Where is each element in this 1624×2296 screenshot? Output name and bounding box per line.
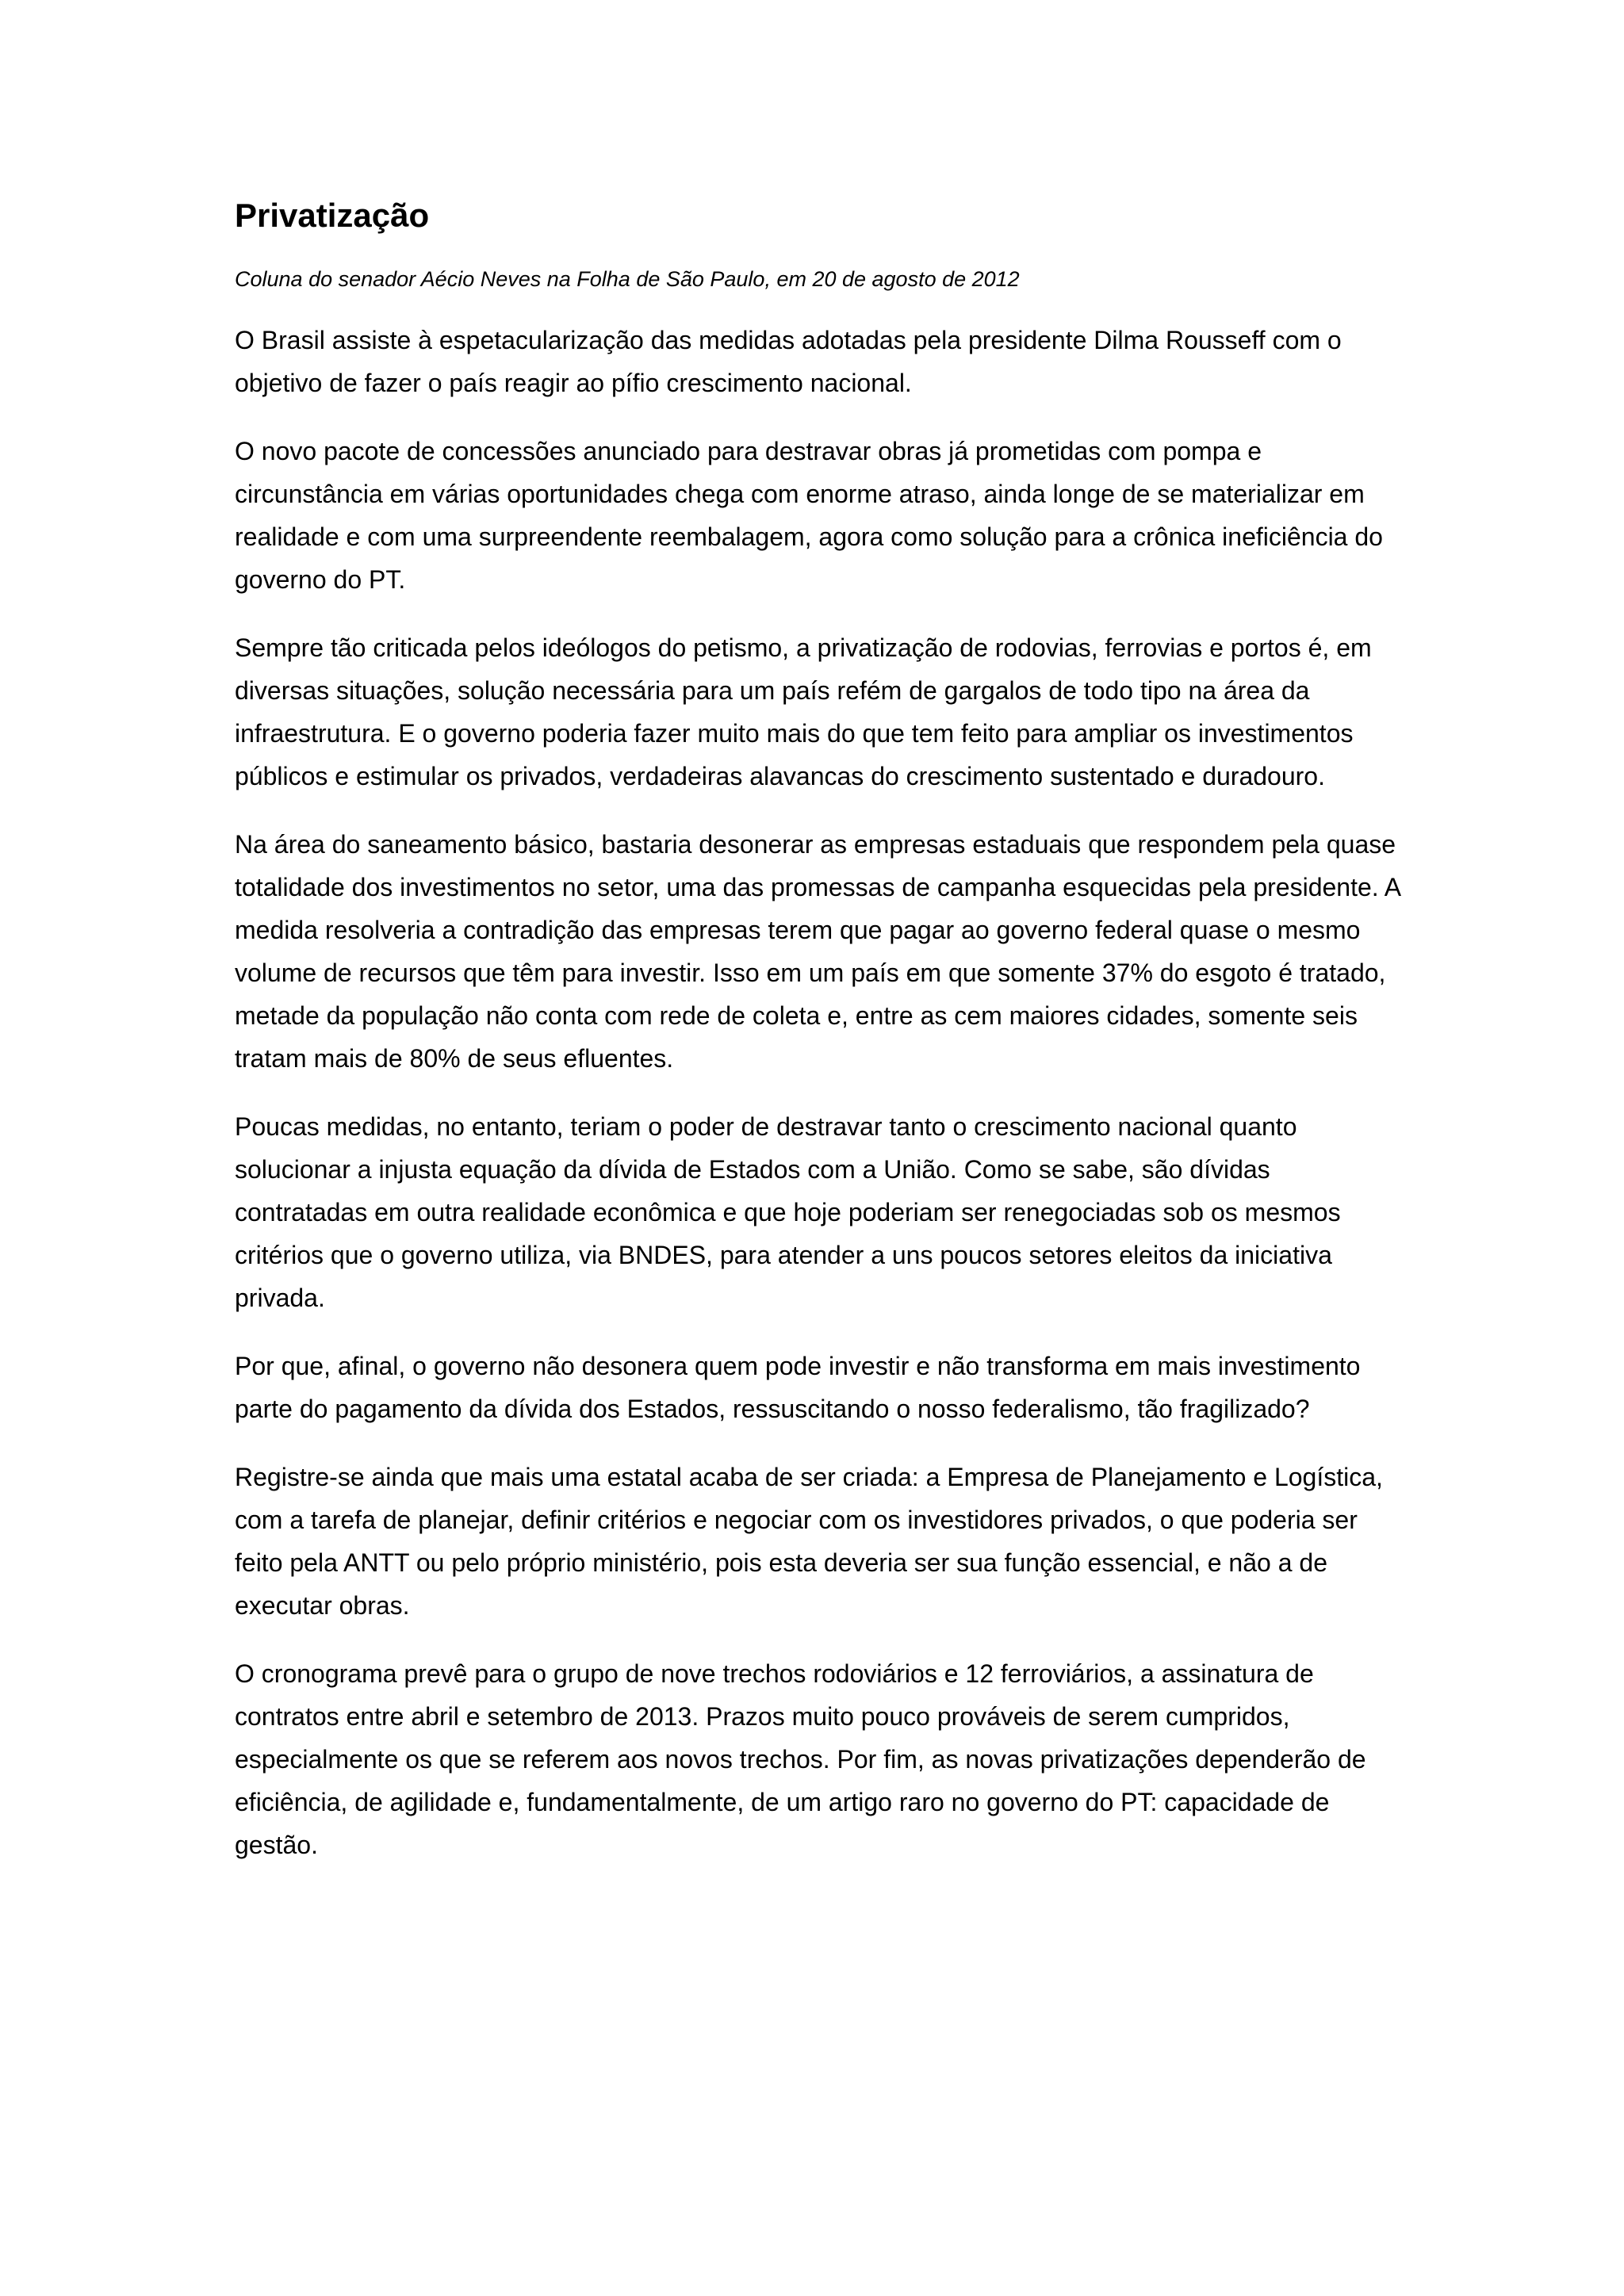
paragraph-4: Na área do saneamento básico, bastaria desonerar as empresas estaduais que respondem pela quase totalidade dos investimentos no setor, uma das promessas de campanha esquecidas pela presidente. A medida resolveria a contradição das empresas terem que pagar ao governo federal quase o mesmo volume de recursos que têm para investir. Isso em um país em que somente 37% do esgoto é tratado, metade da população não conta com rede de coleta e, entre as cem maiores cidades, somente seis tratam mais de 80% de seus efluentes. bbox=[235, 830, 1400, 1073]
paragraph-6: Por que, afinal, o governo não desonera quem pode investir e não transforma em mais investimento parte do pagamento da dívida dos Estados, ressuscitando o nosso federalismo, tão fragilizado? bbox=[235, 1352, 1361, 1423]
paragraph-8: O cronograma prevê para o grupo de nove trechos rodoviários e 12 ferroviários, a assinatura de contratos entre abril e setembro de 2013. Prazos muito pouco prováveis de serem cumpridos, especialmente os que se referem aos novos trechos. Por fim, as novas privatizações dependerão de eficiência, de agilidade e, fundamentalmente, de um artigo raro no governo do PT: capacidade de gestão. bbox=[235, 1659, 1366, 1859]
paragraph-5: Poucas medidas, no entanto, teriam o poder de destravar tanto o crescimento nacional quanto solucionar a injusta equação da dívida de Estados com a União. Como se sabe, são dívidas contratadas em outra realidade econômica e que hoje poderiam ser renegociadas sob os mesmos critérios que o governo utiliza, via BNDES, para atender a uns poucos setores eleitos da iniciativa privada. bbox=[235, 1112, 1341, 1312]
paragraph-3: Sempre tão criticada pelos ideólogos do petismo, a privatização de rodovias, ferrovias e portos é, em diversas situações, solução necessária para um país refém de gargalos de todo tipo na área da infraestrutura. E o governo poderia fazer muito mais do que tem feito para ampliar os investimentos públicos e estimular os privados, verdadeiras alavancas do crescimento sustentado e duradouro. bbox=[235, 633, 1372, 790]
paragraph-1: O Brasil assiste à espetacularização das medidas adotadas pela presidente Dilma Rousseff com o objetivo de fazer o país reagir ao pífio crescimento nacional. bbox=[235, 326, 1342, 397]
paragraph-7: Registre-se ainda que mais uma estatal acaba de ser criada: a Empresa de Planejamento e Logística, com a tarefa de planejar, definir critérios e negociar com os investidores privados, o que poderia ser feito pela ANTT ou pelo próprio ministério, pois esta deveria ser sua função essencial, e não a de executar obras. bbox=[235, 1463, 1383, 1620]
document-body bbox=[235, 192, 1408, 1892]
byline: Coluna do senador Aécio Neves na Folha de São Paulo, em 20 de agosto de 2012 bbox=[235, 267, 1020, 291]
paragraph-2: O novo pacote de concessões anunciado para destravar obras já prometidas com pompa e circunstância em várias oportunidades chega com enorme atraso, ainda longe de se materializar em realidade e com uma surpreendente reembalagem, agora como solução para a crônica ineficiência do governo do PT. bbox=[235, 437, 1383, 594]
page-title: Privatização bbox=[235, 197, 430, 234]
